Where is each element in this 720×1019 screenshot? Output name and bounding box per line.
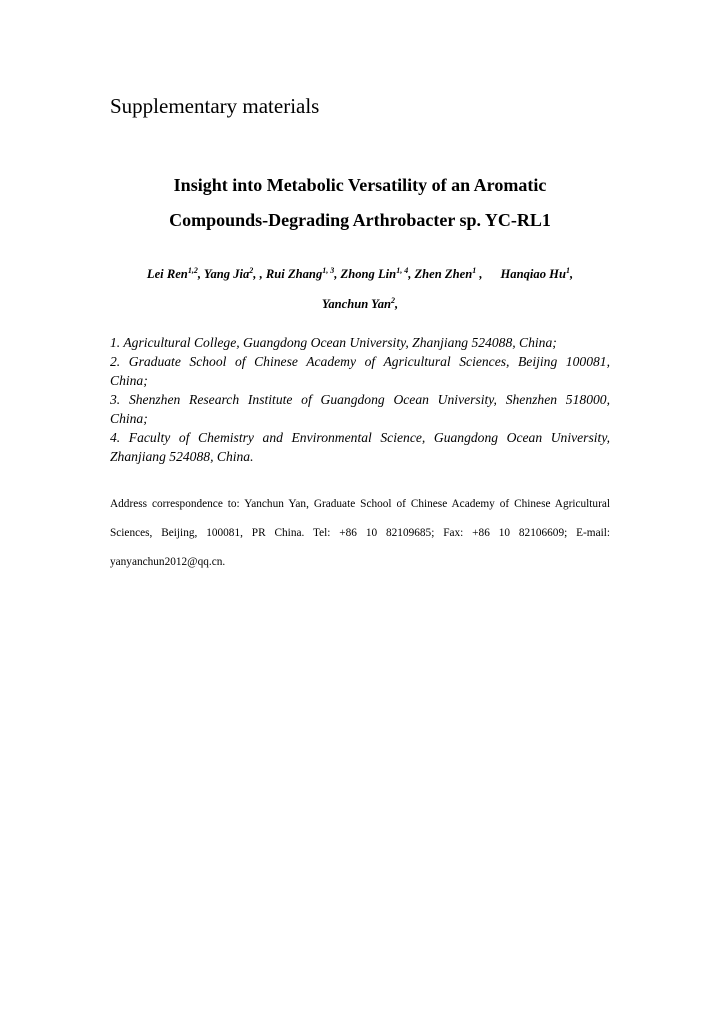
- affiliation-4-line-1: 4. Faculty of Chemistry and Environmental Science, Guangdong Ocean University,: [110, 430, 610, 445]
- author-name: Lei Ren: [146, 267, 188, 281]
- affiliation-1: 1. Agricultural College, Guangdong Ocean University, Zhanjiang 524088, China;: [110, 335, 557, 350]
- author-affiliation-marker: 1, 4: [396, 266, 409, 275]
- author-name: Zhong Lin: [340, 267, 397, 281]
- correspondence-line-2: Sciences, Beijing, 100081, PR China. Tel: +86 10 82109685; Fax: +86 10 82106609; E-mail:: [110, 527, 610, 539]
- author-affiliation-marker: 2: [391, 296, 396, 305]
- affiliation-4-line-2: Zhanjiang 524088, China.: [110, 449, 254, 464]
- author-name: Zhen Zhen: [414, 267, 473, 281]
- affiliation-2-line-2: China;: [110, 373, 148, 388]
- author-name: Hanqiao Hu: [500, 267, 566, 281]
- author-name: Yanchun Yan: [321, 297, 392, 311]
- correspondence-email: yanyanchun2012@qq.cn.: [110, 556, 226, 568]
- paper-title-line-2: Compounds-Degrading Arthrobacter sp. YC-RL1: [169, 210, 551, 230]
- paper-title-line-1: Insight into Metabolic Versatility of an Aromatic: [173, 175, 547, 195]
- author-affiliation-marker: 1: [472, 266, 477, 275]
- author-name: Yang Jia: [203, 267, 250, 281]
- author-list-continued: Yanchun Yan$^2$,: [321, 296, 399, 311]
- author-name: Rui Zhang: [265, 267, 323, 281]
- affiliation-2-line-1: 2. Graduate School of Chinese Academy of Agricultural Sciences, Beijing 100081,: [110, 354, 610, 369]
- author-affiliation-marker: 1, 3: [322, 266, 335, 275]
- supplementary-heading: Supplementary materials: [110, 94, 320, 118]
- correspondence-block: [110, 490, 610, 577]
- affiliation-3-line-2: China;: [110, 411, 148, 426]
- author-affiliation-marker: 1: [565, 266, 570, 275]
- author-affiliation-marker: 2: [249, 266, 254, 275]
- author-list: Lei Ren$^{1,2}$, Yang Jia$^2$, , Rui Zhang$^{1, 3}$, Zhong Lin$^{1, 4}$, Zhen Zhen$^1$ , Hanqiao Hu$^1$,: [146, 266, 574, 281]
- affiliations-block: [110, 333, 610, 466]
- author-affiliation-marker: 1,2: [187, 266, 198, 275]
- affiliation-3-line-1: 3. Shenzhen Research Institute of Guangdong Ocean University, Shenzhen 518000,: [110, 392, 610, 407]
- correspondence-line-1: Address correspondence to: Yanchun Yan, Graduate School of Chinese Academy of Chinese Agricultural: [110, 498, 610, 510]
